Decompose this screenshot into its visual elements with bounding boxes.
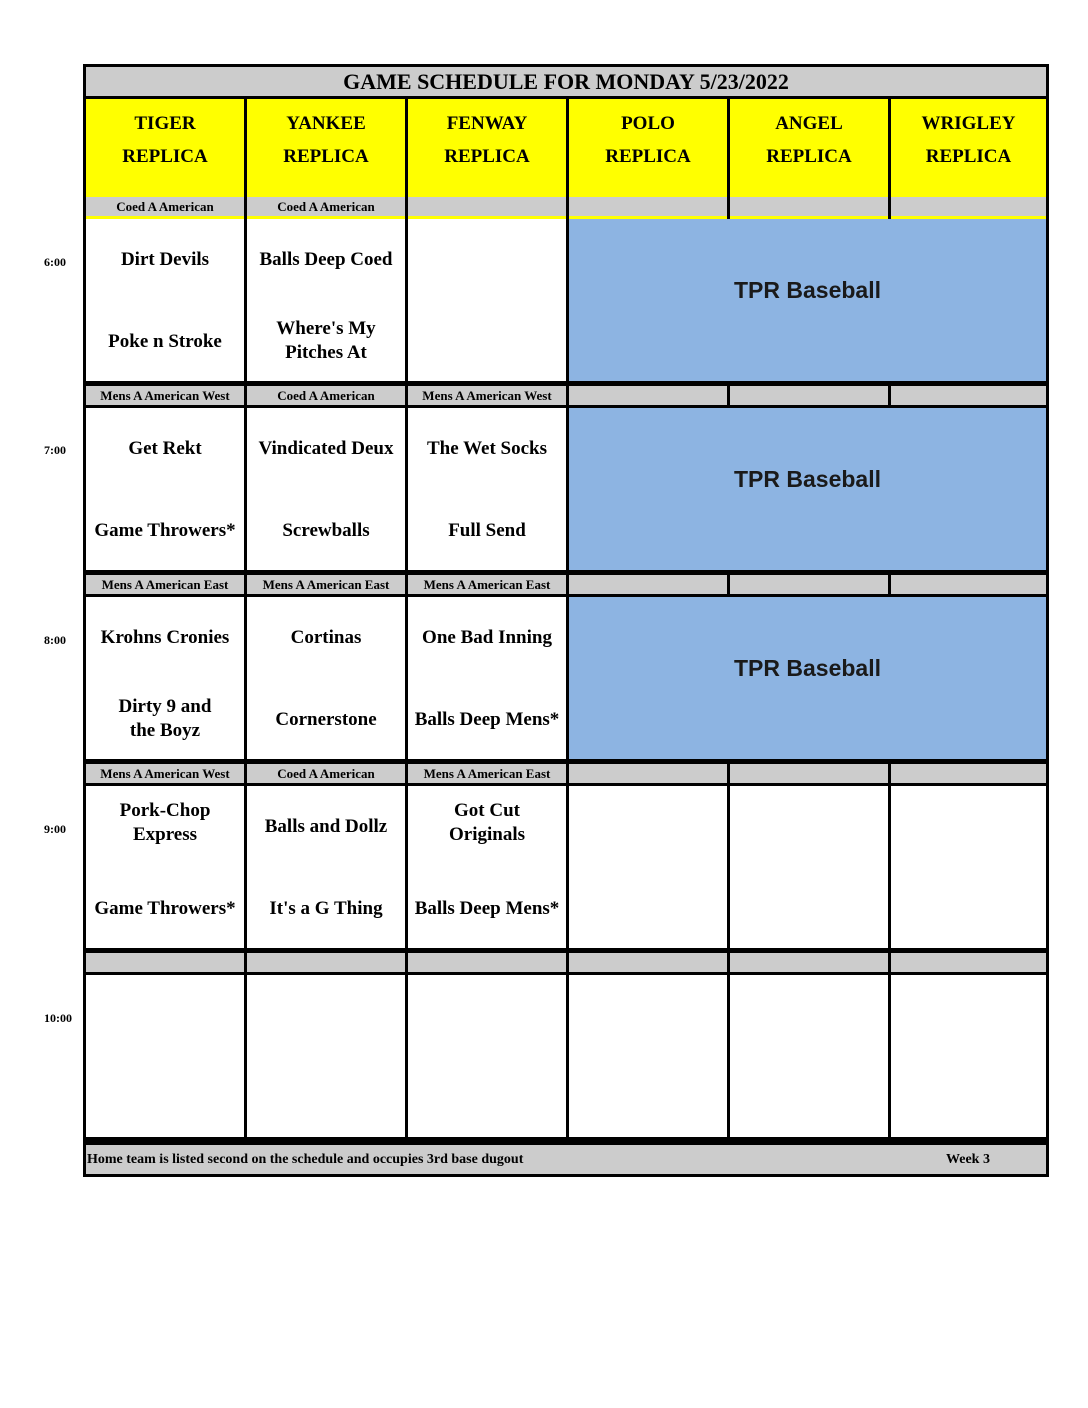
division-cell [730, 953, 888, 972]
game-cell [86, 597, 244, 759]
game-cell [408, 975, 566, 1137]
field-name: POLO [621, 113, 675, 134]
division-cell [891, 197, 1046, 216]
division-cell [730, 575, 888, 594]
home-team: Full Send [448, 520, 526, 541]
field-subtitle: REPLICA [444, 146, 530, 167]
away-team: Balls Deep Coed [259, 249, 393, 270]
away-team: Cortinas [290, 627, 362, 648]
home-team: Dirty 9 and the Boyz [118, 696, 212, 741]
game-cell [730, 786, 888, 948]
game-cell [408, 786, 566, 948]
field-subtitle: REPLICA [605, 146, 691, 167]
time-label: 9:00 [44, 822, 66, 836]
away-team: The Wet Socks [426, 438, 547, 459]
game-cell [247, 786, 405, 948]
reserved-block [569, 597, 1046, 759]
away-team: Got Cut Originals [448, 800, 525, 845]
away-team: Dirt Devils [120, 249, 210, 270]
reserved-label: TPR Baseball [734, 276, 881, 303]
away-team: Balls and Dollz [264, 816, 388, 837]
reserved-block [569, 219, 1046, 381]
division-cell [569, 953, 727, 972]
time-label: 8:00 [44, 633, 66, 647]
away-team: One Bad Inning [422, 627, 552, 648]
field-subtitle: REPLICA [122, 146, 208, 167]
footer-note: Home team is listed second on the schedule and occupies 3rd base dugout [87, 1152, 524, 1167]
division-cell [730, 764, 888, 783]
division-cell: Mens A American East [408, 575, 566, 594]
game-cell [730, 975, 888, 1137]
time-label: 10:00 [44, 1011, 72, 1025]
field-subtitle: REPLICA [283, 146, 369, 167]
division-cell: Mens A American West [408, 386, 566, 405]
game-cell [408, 219, 566, 381]
game-cell [408, 408, 566, 570]
division-cell [891, 386, 1046, 405]
division-cell [891, 575, 1046, 594]
field-name: TIGER [134, 113, 196, 134]
division-cell [569, 575, 727, 594]
game-cell [891, 975, 1046, 1137]
reserved-label: TPR Baseball [734, 465, 881, 492]
game-cell [86, 408, 244, 570]
reserved-block [569, 408, 1046, 570]
time-label: 7:00 [44, 443, 66, 457]
field-name: YANKEE [286, 113, 366, 134]
game-cell [408, 597, 566, 759]
division-cell: Coed A American [247, 386, 405, 405]
away-team: Vindicated Deux [258, 438, 394, 459]
division-cell [408, 197, 566, 216]
week-label: Week 3 [946, 1152, 990, 1167]
game-cell [247, 408, 405, 570]
division-cell [569, 197, 727, 216]
home-team: Game Throwers* [94, 520, 236, 541]
schedule-table [83, 64, 1049, 1177]
home-team: Cornerstone [275, 709, 377, 730]
home-team: Balls Deep Mens* [414, 709, 560, 730]
division-cell: Coed A American [247, 197, 405, 216]
division-cell [569, 386, 727, 405]
division-cell [247, 953, 405, 972]
home-team: Balls Deep Mens* [414, 898, 560, 919]
home-team: Poke n Stroke [108, 331, 222, 352]
schedule-title: GAME SCHEDULE FOR MONDAY 5/23/2022 [86, 67, 1046, 96]
division-cell: Mens A American East [408, 764, 566, 783]
division-cell [86, 953, 244, 972]
home-team: It's a G Thing [269, 898, 383, 919]
division-cell: Coed A American [86, 197, 244, 216]
field-name: ANGEL [775, 113, 843, 134]
division-cell [891, 764, 1046, 783]
field-name: FENWAY [446, 113, 528, 134]
away-team: Krohns Cronies [100, 627, 230, 648]
field-name: WRIGLEY [921, 113, 1016, 134]
game-cell [247, 975, 405, 1137]
division-cell: Mens A American East [86, 575, 244, 594]
time-label: 6:00 [44, 255, 66, 269]
field-subtitle: REPLICA [925, 146, 1012, 167]
division-cell [408, 953, 566, 972]
division-cell: Mens A American East [247, 575, 405, 594]
division-cell [891, 953, 1046, 972]
division-cell: Mens A American West [86, 764, 244, 783]
game-cell [891, 786, 1046, 948]
field-subtitle: REPLICA [766, 146, 852, 167]
home-team: Game Throwers* [94, 898, 236, 919]
game-cell [247, 219, 405, 381]
division-cell: Mens A American West [86, 386, 244, 405]
game-cell [86, 975, 244, 1137]
game-cell [86, 219, 244, 381]
away-team: Get Rekt [128, 438, 202, 459]
game-cell [86, 786, 244, 948]
division-cell [730, 386, 888, 405]
footer-bar [86, 1145, 1046, 1174]
game-cell [569, 975, 727, 1137]
game-cell [247, 597, 405, 759]
reserved-label: TPR Baseball [734, 654, 881, 681]
home-team: Where's My Pitches At [276, 318, 376, 363]
division-cell [730, 197, 888, 216]
division-cell: Coed A American [247, 764, 405, 783]
away-team: Pork-Chop Express [119, 800, 211, 845]
game-cell [569, 786, 727, 948]
home-team: Screwballs [282, 520, 370, 541]
division-cell [569, 764, 727, 783]
